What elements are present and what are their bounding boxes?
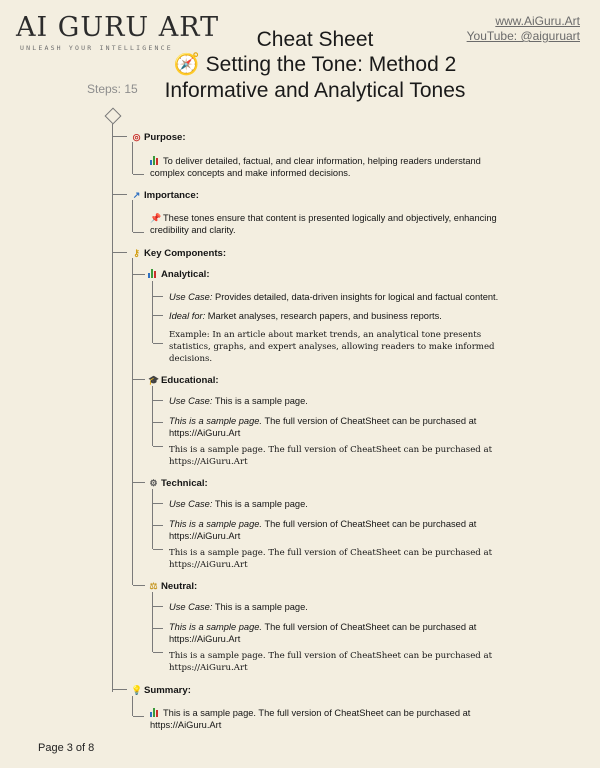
bar-chart-icon xyxy=(150,156,159,165)
tree-line xyxy=(133,232,144,233)
summary-heading: 💡 Summary: xyxy=(131,685,191,696)
tree-line xyxy=(153,503,163,504)
importance-text: 📌 These tones ensure that content is presented logically and objectively, enhancing credibility and clarity. xyxy=(150,213,497,235)
neutral-use-case: Use Case: This is a sample page. xyxy=(169,602,308,612)
educational-sample-text: This is a sample page. The full version of CheatSheet can be purchased at https://AiGuru.Art xyxy=(169,416,477,438)
purpose-heading: ◎ Purpose: xyxy=(132,132,186,143)
tree-line xyxy=(133,174,144,175)
technical-heading: ⚙ Technical: xyxy=(149,478,208,489)
analytical-use-case: Use Case: Provides detailed, data-driven insights for logical and factual content. xyxy=(169,292,499,302)
steps-count: Steps: 15 xyxy=(87,82,138,96)
tree-line xyxy=(132,142,133,174)
tree-line xyxy=(153,628,163,629)
logo-tagline: UNLEASH YOUR INTELLIGENCE xyxy=(20,44,173,52)
branch-connector xyxy=(113,252,127,253)
tree-line xyxy=(153,422,163,423)
page-subtitle xyxy=(160,52,470,78)
tree-line xyxy=(132,200,133,232)
page-subtitle-text: Setting the Tone: Method 2 xyxy=(205,53,457,76)
analytical-example: Example: In an article about market trends, an analytical tone presents statistics, graphs, and expert analyses, allowing readers to make informed decisions. xyxy=(169,330,495,364)
tree-line xyxy=(153,652,163,653)
bar-chart-icon xyxy=(148,269,157,278)
lightbulb-icon: 💡 xyxy=(131,685,143,695)
branch-connector xyxy=(133,482,145,483)
tree-line xyxy=(152,281,153,343)
bar-chart-icon xyxy=(150,708,159,717)
compass-icon: 🧭 xyxy=(173,53,200,76)
key-icon: ⚷ xyxy=(133,248,140,258)
technical-sample-serif: This is a sample page. The full version of CheatSheet can be purchased at https://AiGuru.Art xyxy=(169,548,493,570)
trend-up-icon: ↗ xyxy=(132,190,141,200)
neutral-sample-serif: This is a sample page. The full version of CheatSheet can be purchased at https://AiGuru.Art xyxy=(169,651,493,673)
tree-line xyxy=(133,716,144,717)
tree-line xyxy=(153,549,163,550)
neutral-sample-text: This is a sample page. The full version of CheatSheet can be purchased at https://AiGuru.Art xyxy=(169,622,477,644)
analytical-ideal-for: Ideal for: Market analyses, research papers, and business reports. xyxy=(169,311,442,321)
key-components-heading: ⚷ Key Components: xyxy=(131,247,226,260)
branch-connector xyxy=(133,585,145,586)
scale-icon: ⚖ xyxy=(149,581,158,591)
page-topic: Informative and Analytical Tones xyxy=(164,79,466,102)
branch-connector xyxy=(113,136,127,137)
summary-text: This is a sample page. The full version of CheatSheet can be purchased at https://AiGuru.Art xyxy=(150,708,471,730)
tree-line xyxy=(153,315,163,316)
branch-connector xyxy=(133,274,145,275)
tree-root-diamond-icon xyxy=(105,108,122,125)
analytical-heading: Analytical: xyxy=(148,269,210,281)
tree-line xyxy=(153,343,163,344)
website-link[interactable]: www.AiGuru.Art xyxy=(495,14,580,28)
technical-sample-text: This is a sample page. The full version of CheatSheet can be purchased at https://AiGuru.Art xyxy=(169,519,477,541)
tree-trunk-line xyxy=(112,124,113,692)
tree-line xyxy=(153,446,163,447)
branch-connector xyxy=(113,194,127,195)
tree-line xyxy=(152,592,153,652)
technical-use-case: Use Case: This is a sample page. xyxy=(169,499,308,509)
pushpin-icon: 📌 xyxy=(150,213,162,223)
tree-line xyxy=(153,296,163,297)
tree-line xyxy=(152,386,153,446)
tree-line xyxy=(153,606,163,607)
educational-heading: 🎓 Educational: xyxy=(148,375,219,386)
educational-sample-serif: This is a sample page. The full version of CheatSheet can be purchased at https://AiGuru.Art xyxy=(169,445,493,467)
purpose-text: To deliver detailed, factual, and clear information, helping readers understand complex concepts and make informed decisions. xyxy=(150,156,481,178)
graduation-cap-icon: 🎓 xyxy=(148,375,160,385)
neutral-heading: ⚖ Neutral: xyxy=(149,581,198,592)
tree-line xyxy=(132,696,133,716)
page-number: Page 3 of 8 xyxy=(38,742,95,754)
logo-title: AI GURU ART xyxy=(16,12,220,43)
branch-connector xyxy=(113,689,127,690)
branch-connector xyxy=(133,379,145,380)
tree-line xyxy=(132,258,133,585)
youtube-link[interactable]: YouTube: @aiguruart xyxy=(466,29,580,43)
tree-line xyxy=(153,525,163,526)
target-icon: ◎ xyxy=(132,132,141,142)
gear-icon: ⚙ xyxy=(149,478,158,488)
tree-line xyxy=(153,400,163,401)
page-title: Cheat Sheet xyxy=(256,28,374,51)
importance-heading: ↗ Importance: xyxy=(132,190,199,201)
educational-use-case: Use Case: This is a sample page. xyxy=(169,396,308,406)
tree-line xyxy=(152,489,153,549)
